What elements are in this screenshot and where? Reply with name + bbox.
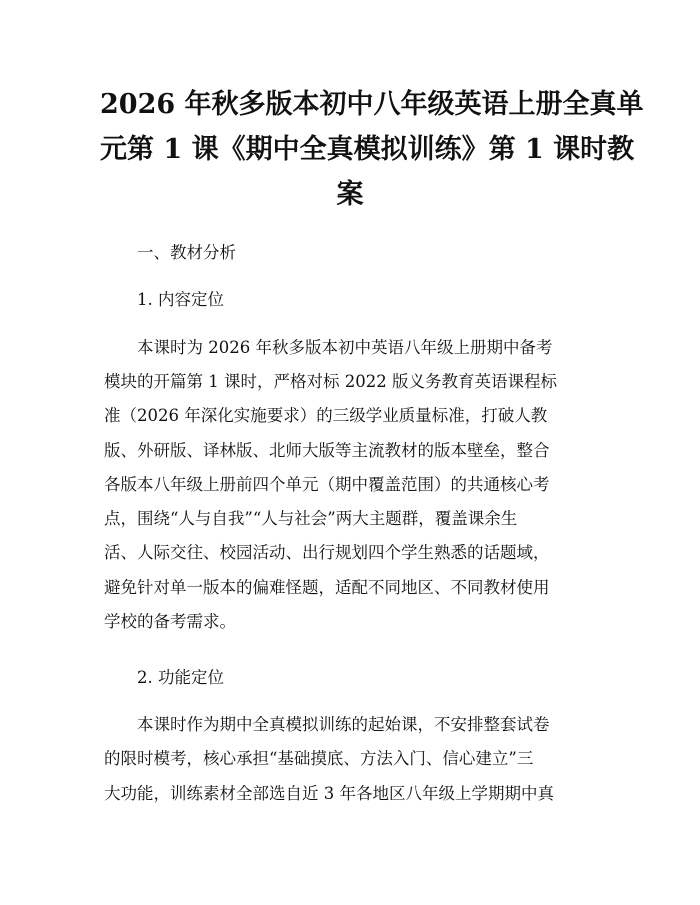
paragraph-line: 本课时作为期中全真模拟训练的起始课，不安排整套试卷 [137,715,550,734]
paragraph-line: 避免针对单一版本的偏难怪题，适配不同地区、不同教材使用 [104,578,550,597]
section-heading: 一、教材分析 [137,243,236,262]
document-title [100,82,644,217]
paragraph-line: 的限时模考，核心承担“基础摸底、方法入门、信心建立”三 [104,749,534,768]
title-line: 2026 年秋多版本初中八年级英语上册全真单 [100,89,644,120]
paragraph-line: 学校的备考需求。 [104,612,236,631]
paragraph-line: 版、外研版、译林版、北师大版等主流教材的版本壁垒，整合 [104,441,550,460]
paragraph-line: 本课时为 2026 年秋多版本初中英语八年级上册期中备考 [137,338,553,357]
subsection-heading: 2. 功能定位 [137,668,224,687]
paragraph-line: 各版本八年级上册前四个单元（期中覆盖范围）的共通核心考 [104,475,550,494]
paragraph-line: 准（2026 年深化实施要求）的三级学业质量标准，打破人教 [104,406,548,425]
title-line: 案 [336,179,364,210]
paragraph-line: 点，围绕“人与自我”“人与社会”两大主题群，覆盖课余生 [104,509,518,528]
paragraph-line: 活、人际交往、校园活动、出行规划四个学生熟悉的话题域， [104,543,550,562]
paragraph-line: 模块的开篇第 1 课时，严格对标 2022 版义务教育英语课程标 [104,372,557,391]
paragraph-line: 大功能，训练素材全部选自近 3 年各地区八年级上学期期中真 [104,784,554,803]
subsection-heading: 1. 内容定位 [137,290,224,309]
title-line: 元第 1 课《期中全真模拟训练》第 1 课时教 [100,134,635,165]
